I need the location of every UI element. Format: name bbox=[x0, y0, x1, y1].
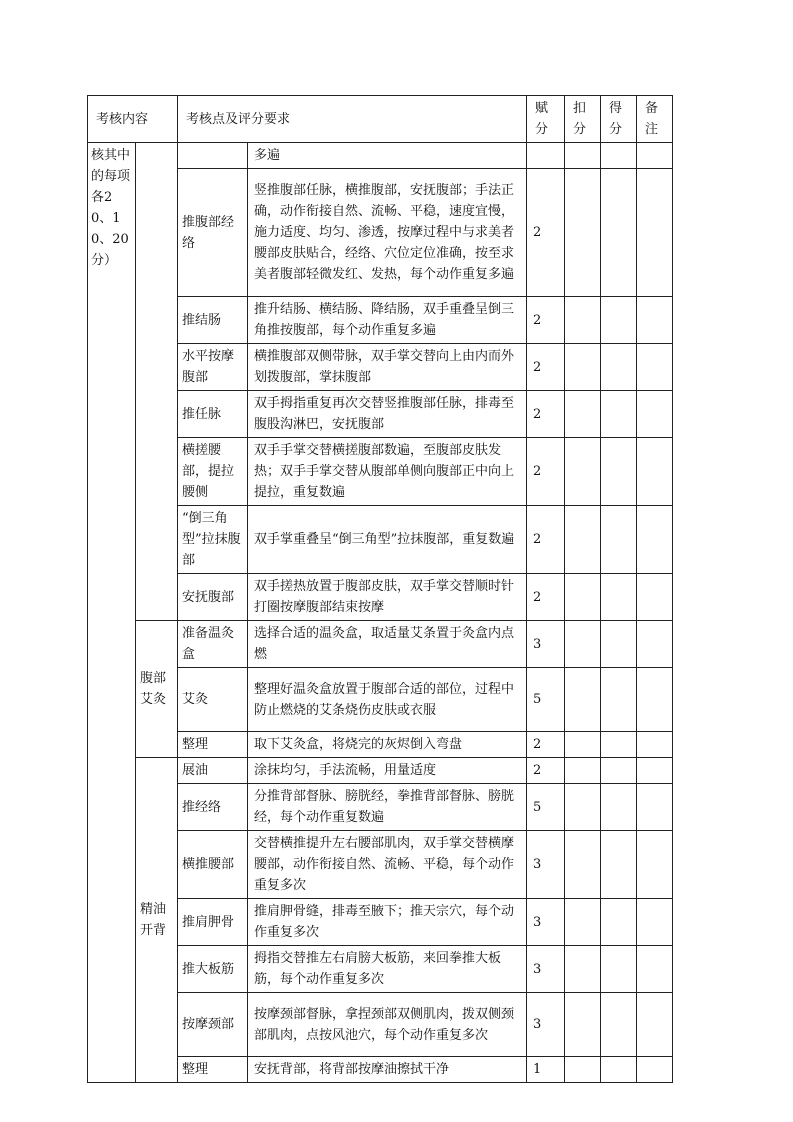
section-label bbox=[136, 143, 178, 621]
item-name: 按摩颈部 bbox=[178, 993, 248, 1057]
requirement-text: 双手搓热放置于腹部皮肤，双手掌交替顺时针打圈按摩腹部结束按摩 bbox=[248, 574, 527, 621]
item-name: 横搓腰部，提拉腰侧 bbox=[178, 438, 248, 506]
table-row bbox=[88, 621, 709, 668]
item-name: 横推腰部 bbox=[178, 831, 248, 899]
remark-cell bbox=[637, 506, 673, 574]
got-cell bbox=[601, 1057, 637, 1083]
got-cell bbox=[601, 506, 637, 574]
table-row bbox=[88, 506, 709, 574]
score-value: 2 bbox=[527, 438, 565, 506]
remark-cell bbox=[637, 758, 673, 784]
table-row bbox=[88, 899, 709, 946]
remark-cell bbox=[637, 143, 673, 169]
table-row bbox=[88, 344, 709, 391]
table-row bbox=[88, 946, 709, 993]
deduct-cell bbox=[565, 1057, 601, 1083]
remark-cell bbox=[637, 668, 673, 732]
item-name: 安抚腹部 bbox=[178, 574, 248, 621]
deduct-cell bbox=[565, 946, 601, 993]
item-name: 推经络 bbox=[178, 784, 248, 831]
remark-cell bbox=[637, 391, 673, 438]
deduct-cell bbox=[565, 438, 601, 506]
got-cell bbox=[601, 993, 637, 1057]
requirement-text: 分推背部督脉、膀胱经，拳推背部督脉、膀胱经，每个动作重复数遍 bbox=[248, 784, 527, 831]
score-value: 1 bbox=[527, 1057, 565, 1083]
score-value: 2 bbox=[527, 169, 565, 297]
requirement-text: 多遍 bbox=[248, 143, 527, 169]
table-row bbox=[88, 297, 709, 344]
table-row bbox=[88, 438, 709, 506]
score-value: 5 bbox=[527, 784, 565, 831]
got-cell bbox=[601, 899, 637, 946]
score-value: 3 bbox=[527, 831, 565, 899]
got-cell bbox=[601, 946, 637, 993]
requirement-text: 按摩颈部督脉，拿捏颈部双侧肌肉，拨双侧颈部肌肉，点按风池穴，每个动作重复多次 bbox=[248, 993, 527, 1057]
table-row bbox=[88, 784, 709, 831]
deduct-cell bbox=[565, 758, 601, 784]
score-value: 2 bbox=[527, 758, 565, 784]
got-cell bbox=[601, 668, 637, 732]
table-row bbox=[88, 391, 709, 438]
got-cell bbox=[601, 621, 637, 668]
remark-cell bbox=[637, 784, 673, 831]
remark-cell bbox=[637, 344, 673, 391]
deduct-cell bbox=[565, 143, 601, 169]
header-content: 考核内容 bbox=[88, 96, 178, 143]
remark-cell bbox=[637, 899, 673, 946]
score-value: 2 bbox=[527, 732, 565, 758]
got-cell bbox=[601, 831, 637, 899]
deduct-cell bbox=[565, 169, 601, 297]
got-cell bbox=[601, 574, 637, 621]
remark-cell bbox=[637, 621, 673, 668]
remark-cell bbox=[637, 732, 673, 758]
header-requirements: 考核点及评分要求 bbox=[178, 96, 527, 143]
item-name: 水平按摩腹部 bbox=[178, 344, 248, 391]
got-cell bbox=[601, 344, 637, 391]
item-name: 推大板筋 bbox=[178, 946, 248, 993]
header-deduct: 扣分 bbox=[565, 96, 601, 143]
item-name: 整理 bbox=[178, 732, 248, 758]
deduct-cell bbox=[565, 344, 601, 391]
requirement-text: 双手掌重叠呈“倒三角型”拉抹腹部，重复数遍 bbox=[248, 506, 527, 574]
requirement-text: 双手手掌交替横搓腹部数遍，至腹部皮肤发热；双手手掌交替从腹部单侧向腹部正中向上提拉，重复数遍 bbox=[248, 438, 527, 506]
header-row bbox=[88, 96, 709, 143]
deduct-cell bbox=[565, 621, 601, 668]
deduct-cell bbox=[565, 899, 601, 946]
remark-cell bbox=[637, 993, 673, 1057]
item-name: 展油 bbox=[178, 758, 248, 784]
requirement-text: 涂抹均匀，手法流畅，用量适度 bbox=[248, 758, 527, 784]
assessment-table bbox=[87, 95, 709, 1083]
got-cell bbox=[601, 438, 637, 506]
table-row bbox=[88, 732, 709, 758]
score-value: 2 bbox=[527, 297, 565, 344]
score-value: 2 bbox=[527, 574, 565, 621]
requirement-text: 推升结肠、横结肠、降结肠，双手重叠呈倒三角推按腹部，每个动作重复多遍 bbox=[248, 297, 527, 344]
table-row bbox=[88, 758, 709, 784]
requirement-text: 拇指交替推左右肩膀大板筋，来回拳推大板筋，每个动作重复多次 bbox=[248, 946, 527, 993]
remark-cell bbox=[637, 297, 673, 344]
item-name: 推结肠 bbox=[178, 297, 248, 344]
requirement-text: 双手拇指重复再次交替竖推腹部任脉，排毒至腹股沟淋巴，安抚腹部 bbox=[248, 391, 527, 438]
table-row bbox=[88, 993, 709, 1057]
score-value: 2 bbox=[527, 391, 565, 438]
requirement-text: 横推腹部双侧带脉，双手掌交替向上由内而外划拨腹部，掌抹腹部 bbox=[248, 344, 527, 391]
header-got: 得分 bbox=[601, 96, 637, 143]
table-row bbox=[88, 143, 709, 169]
section-label: 精油开背 bbox=[136, 758, 178, 1083]
item-name: 推腹部经络 bbox=[178, 169, 248, 297]
score-value: 2 bbox=[527, 344, 565, 391]
item-name: 推肩胛骨 bbox=[178, 899, 248, 946]
deduct-cell bbox=[565, 784, 601, 831]
requirement-text: 交替横推提升左右腰部肌肉，双手掌交替横摩腰部，动作衔接自然、流畅、平稳，每个动作重复多次 bbox=[248, 831, 527, 899]
requirement-text: 推肩胛骨缝，排毒至腋下；推天宗穴，每个动作重复多次 bbox=[248, 899, 527, 946]
table-row bbox=[88, 169, 709, 297]
requirement-text: 整理好温灸盒放置于腹部合适的部位，过程中防止燃烧的艾条烧伤皮肤或衣服 bbox=[248, 668, 527, 732]
header-score: 赋分 bbox=[527, 96, 565, 143]
table-row bbox=[88, 1057, 709, 1083]
score-value: 2 bbox=[527, 506, 565, 574]
requirement-text: 取下艾灸盒，将烧完的灰烬倒入弯盘 bbox=[248, 732, 527, 758]
item-name: 推任脉 bbox=[178, 391, 248, 438]
table-row bbox=[88, 831, 709, 899]
remark-cell bbox=[637, 438, 673, 506]
score-value: 3 bbox=[527, 993, 565, 1057]
remark-cell bbox=[637, 831, 673, 899]
deduct-cell bbox=[565, 831, 601, 899]
remark-cell bbox=[637, 946, 673, 993]
score-value: 5 bbox=[527, 668, 565, 732]
score-value: 3 bbox=[527, 621, 565, 668]
table-row bbox=[88, 668, 709, 732]
got-cell bbox=[601, 297, 637, 344]
item-name: “倒三角型”拉抹腹部 bbox=[178, 506, 248, 574]
deduct-cell bbox=[565, 297, 601, 344]
deduct-cell bbox=[565, 732, 601, 758]
requirement-text: 选择合适的温灸盒，取适量艾条置于灸盒内点燃 bbox=[248, 621, 527, 668]
remark-cell bbox=[637, 169, 673, 297]
item-name: 整理 bbox=[178, 1057, 248, 1083]
got-cell bbox=[601, 758, 637, 784]
got-cell bbox=[601, 391, 637, 438]
remark-cell bbox=[637, 574, 673, 621]
deduct-cell bbox=[565, 993, 601, 1057]
section-label: 腹部艾灸 bbox=[136, 621, 178, 758]
requirement-text: 竖推腹部任脉，横推腹部，安抚腹部；手法正确，动作衔接自然、流畅、平稳，速度宜慢，施力适度、均匀、渗透，按摩过程中与求美者腰部皮肤贴合，经络、穴位定位准确，按至求美者腹部轻微发红、发热，每个动作重复多遍 bbox=[248, 169, 527, 297]
got-cell bbox=[601, 732, 637, 758]
item-name: 艾灸 bbox=[178, 668, 248, 732]
score-value: 3 bbox=[527, 899, 565, 946]
deduct-cell bbox=[565, 668, 601, 732]
score-value: 3 bbox=[527, 946, 565, 993]
deduct-cell bbox=[565, 506, 601, 574]
item-name: 准备温灸盒 bbox=[178, 621, 248, 668]
header-remark: 备注 bbox=[637, 96, 673, 143]
deduct-cell bbox=[565, 574, 601, 621]
got-cell bbox=[601, 169, 637, 297]
deduct-cell bbox=[565, 391, 601, 438]
outer-category-label: 核其中的每项各20、10、20分） bbox=[88, 143, 136, 1083]
remark-cell bbox=[637, 1057, 673, 1083]
table-row bbox=[88, 574, 709, 621]
requirement-text: 安抚背部，将背部按摩油擦拭干净 bbox=[248, 1057, 527, 1083]
got-cell bbox=[601, 143, 637, 169]
got-cell bbox=[601, 784, 637, 831]
assessment-sheet bbox=[87, 95, 708, 1083]
